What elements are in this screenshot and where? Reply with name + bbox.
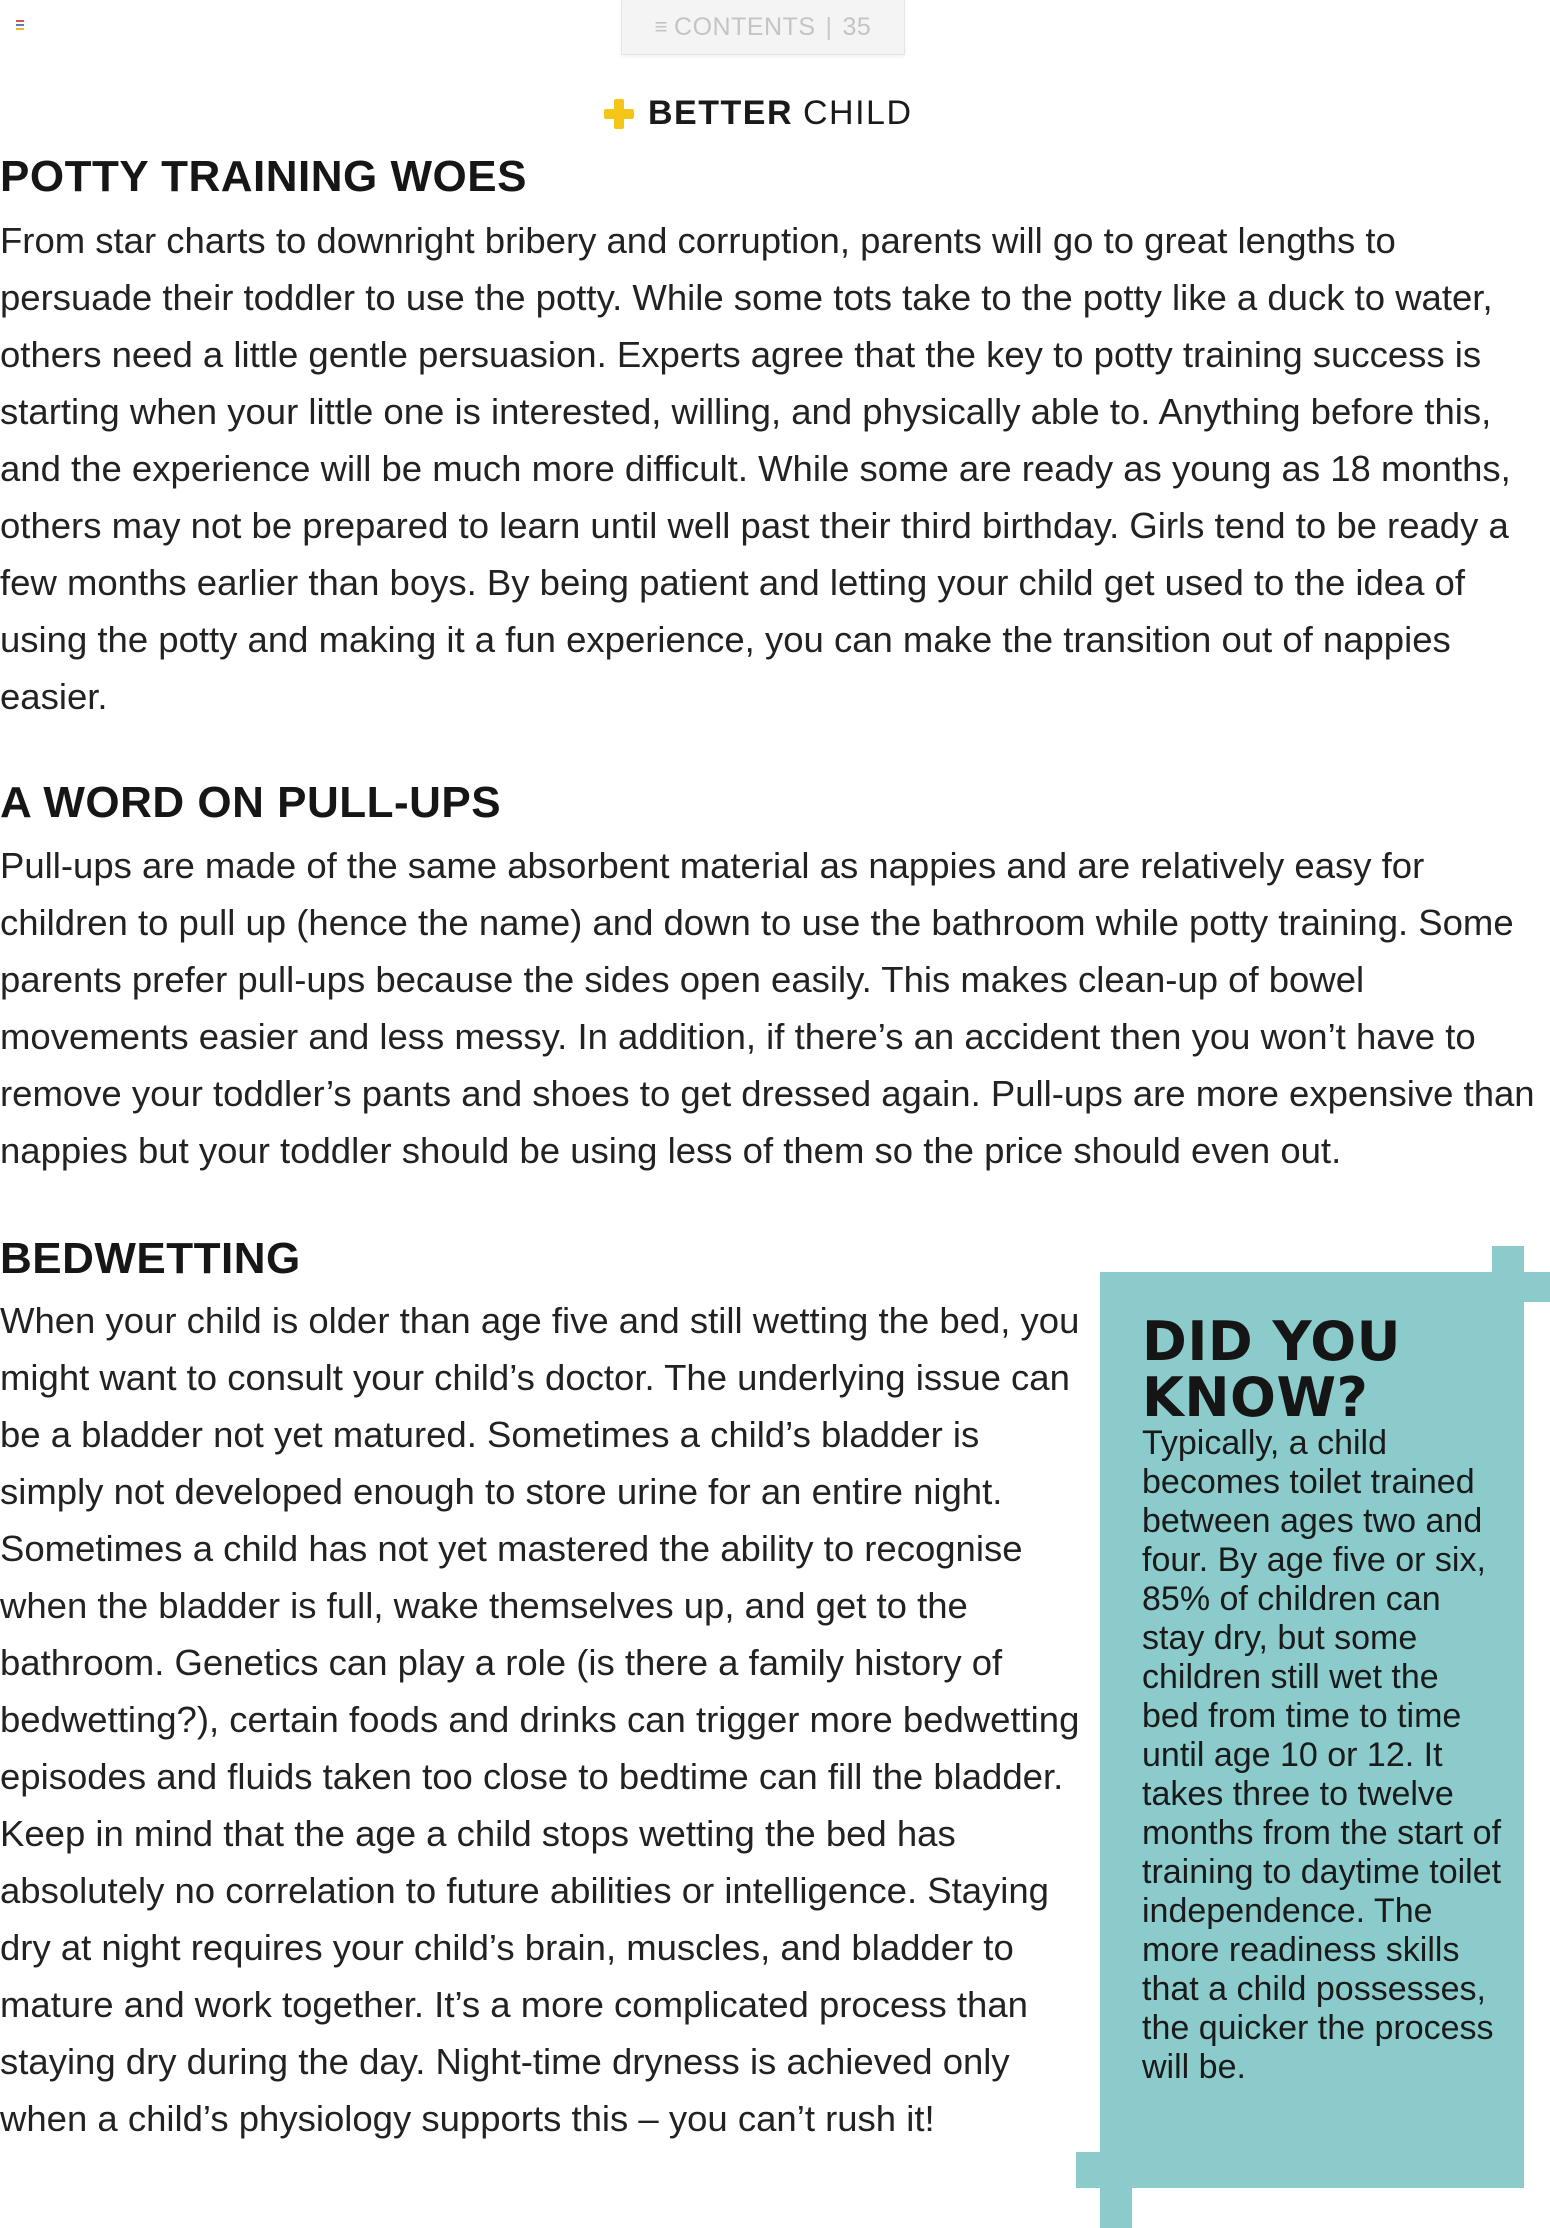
section-body-potty: From star charts to downright bribery and corruption, parents will go to great lengths to persuade their toddler to use the potty. While some tots take to the potty like a duck to water, others need a little gentle persuasion. Experts agree that the key to potty training success is starting when your little one is interested, willing, and physically able to. Anything before this, and the experience will be much more difficult. While some are ready as young as 18 months, others may not be prepared to learn until well past their third birthday. Girls tend to be ready a few months earlier than boys. By being patient and letting your child get used to the idea of using the potty and making it a fun experience, you can make the transition out of nappies easier. [0, 220, 1511, 717]
brand-strong: BETTER [648, 94, 793, 132]
brand-light: CHILD [803, 94, 913, 132]
list-icon: ≡ [654, 14, 669, 39]
contents-label: CONTENTS [674, 12, 816, 41]
contents-button[interactable] [621, 0, 905, 55]
section-heading-pullups: A WORD ON PULL-UPS [0, 778, 502, 827]
sidebar-title: DID YOU KNOW? [1142, 1310, 1401, 1429]
section-body-bedwetting: When your child is older than age five and still wetting the bed, you might want to consult your child’s doctor. The underlying issue can be a bladder not yet matured. Sometimes a child’s bladder is simply not developed enough to store urine for an entire night. Sometimes a child has not yet mastered the ability to recognise when the bladder is full, wake themselves up, and get to the bathroom. Genetics can play a role (is there a family history of bedwetting?), certain foods and drinks can trigger more bedwetting episodes and fluids taken too close to bedtime can fill the bladder. Keep in mind that the age a child stops wetting the bed has absolutely no correlation to future abilities or intelligence. Staying dry at night requires your child’s brain, muscles, and bladder to mature and work together. It’s a more complicated process than staying dry during the day. Night-time dryness is achieved only when a child’s physiology supports this – you can’t rush it! [0, 1300, 1080, 2139]
plus-icon [604, 99, 634, 129]
menu-icon[interactable] [16, 20, 28, 30]
sidebar-body: Typically, a child becomes toilet trained between ages two and four. By age five or six, 85% of children can stay dry, but some children still wet the bed from time to time until age 10 or 12. It takes three to twelve months from the start of training to daytime toilet independence. The more readiness skills that a child possesses, the quicker the process will be. [1142, 1424, 1502, 2086]
decorative-corner [1100, 2172, 1132, 2228]
did-you-know-box [1100, 1272, 1550, 2228]
divider: | [825, 12, 833, 41]
menu-line [16, 24, 24, 26]
section-heading-bedwetting: BEDWETTING [0, 1234, 301, 1283]
menu-line [16, 20, 24, 22]
section-body-pullups: Pull-ups are made of the same absorbent material as nappies and are relatively easy for children to pull up (hence the name) and down to use the bathroom while potty training. Some parents prefer pull-ups because the sides open easily. This makes clean-up of bowel movements easier and less messy. In addition, if there’s an accident then you won’t have to remove your toddler’s pants and shoes to get dressed again. Pull-ups are more expensive than nappies but your toddler should be using less of them so the price should even out. [0, 845, 1535, 1171]
menu-line [16, 28, 24, 30]
brand-logo [604, 94, 913, 133]
section-heading-potty: POTTY TRAINING WOES [0, 152, 527, 201]
page-number: 35 [842, 12, 872, 41]
